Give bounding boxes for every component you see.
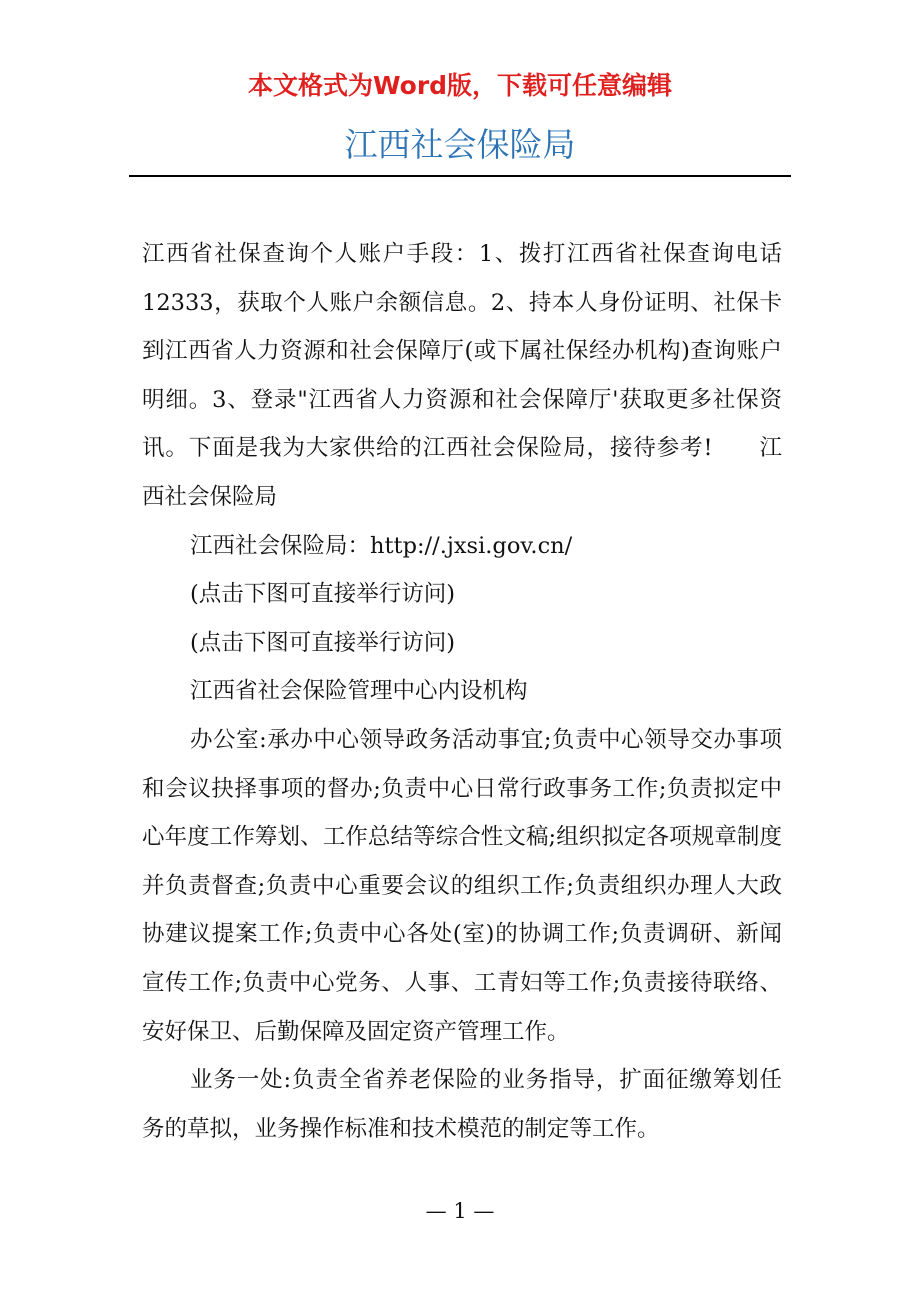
intro-paragraph [142, 230, 782, 522]
intro-text: 江西省社保查询个人账户手段：1、拨打江西省社保查询电话12333，获取个人账户余额信息。2、持本人身份证明、社保卡到江西省人力资源和社会保障厅(或下属社保经办机构)查询账户明细。3、登录"江西省人力资源和社会保障厅'获取更多社保资讯。下面是我为大家供给的江西社会保险局，接待参考! [142, 241, 782, 462]
website-line: 江西社会保险局：http://.jxsi.gov.cn/ [190, 532, 573, 559]
intro-tail-heading: 江西社会保险局 [142, 435, 782, 510]
format-banner: 本文格式为Word版，下载可任意编辑 [247, 71, 673, 100]
click-hint-1: (点击下图可直接举行访问) [190, 581, 456, 608]
click-hint-2: (点击下图可直接举行访问) [190, 629, 456, 656]
section-heading: 江西省社会保险管理中心内设机构 [190, 678, 528, 705]
title-divider [129, 175, 791, 177]
document-title: 江西社会保险局 [344, 125, 576, 164]
office-paragraph: 办公室:承办中心领导政务活动事宜;负责中心领导交办事项和会议抉择事项的督办;负责中心日常行政事务工作;负责拟定中心年度工作筹划、工作总结等综合性文稿;组织拟定各项规章制度并负责督查;负责中心重要会议的组织工作;负责组织办理人大政协建议提案工作;负责中心各处(室)的协调工作;负责调研、新闻宣传工作;负责中心党务、人事、工青妇等工作;负责接待联络、安好保卫、后勤保障及固定资产管理工作。 [142, 726, 782, 1045]
business-dept-paragraph: 业务一处:负责全省养老保险的业务指导，扩面征缴筹划任务的草拟，业务操作标准和技术模范的制定等工作。 [142, 1067, 782, 1142]
page-number: — 1 — [425, 1199, 495, 1223]
document-body [142, 230, 782, 1153]
